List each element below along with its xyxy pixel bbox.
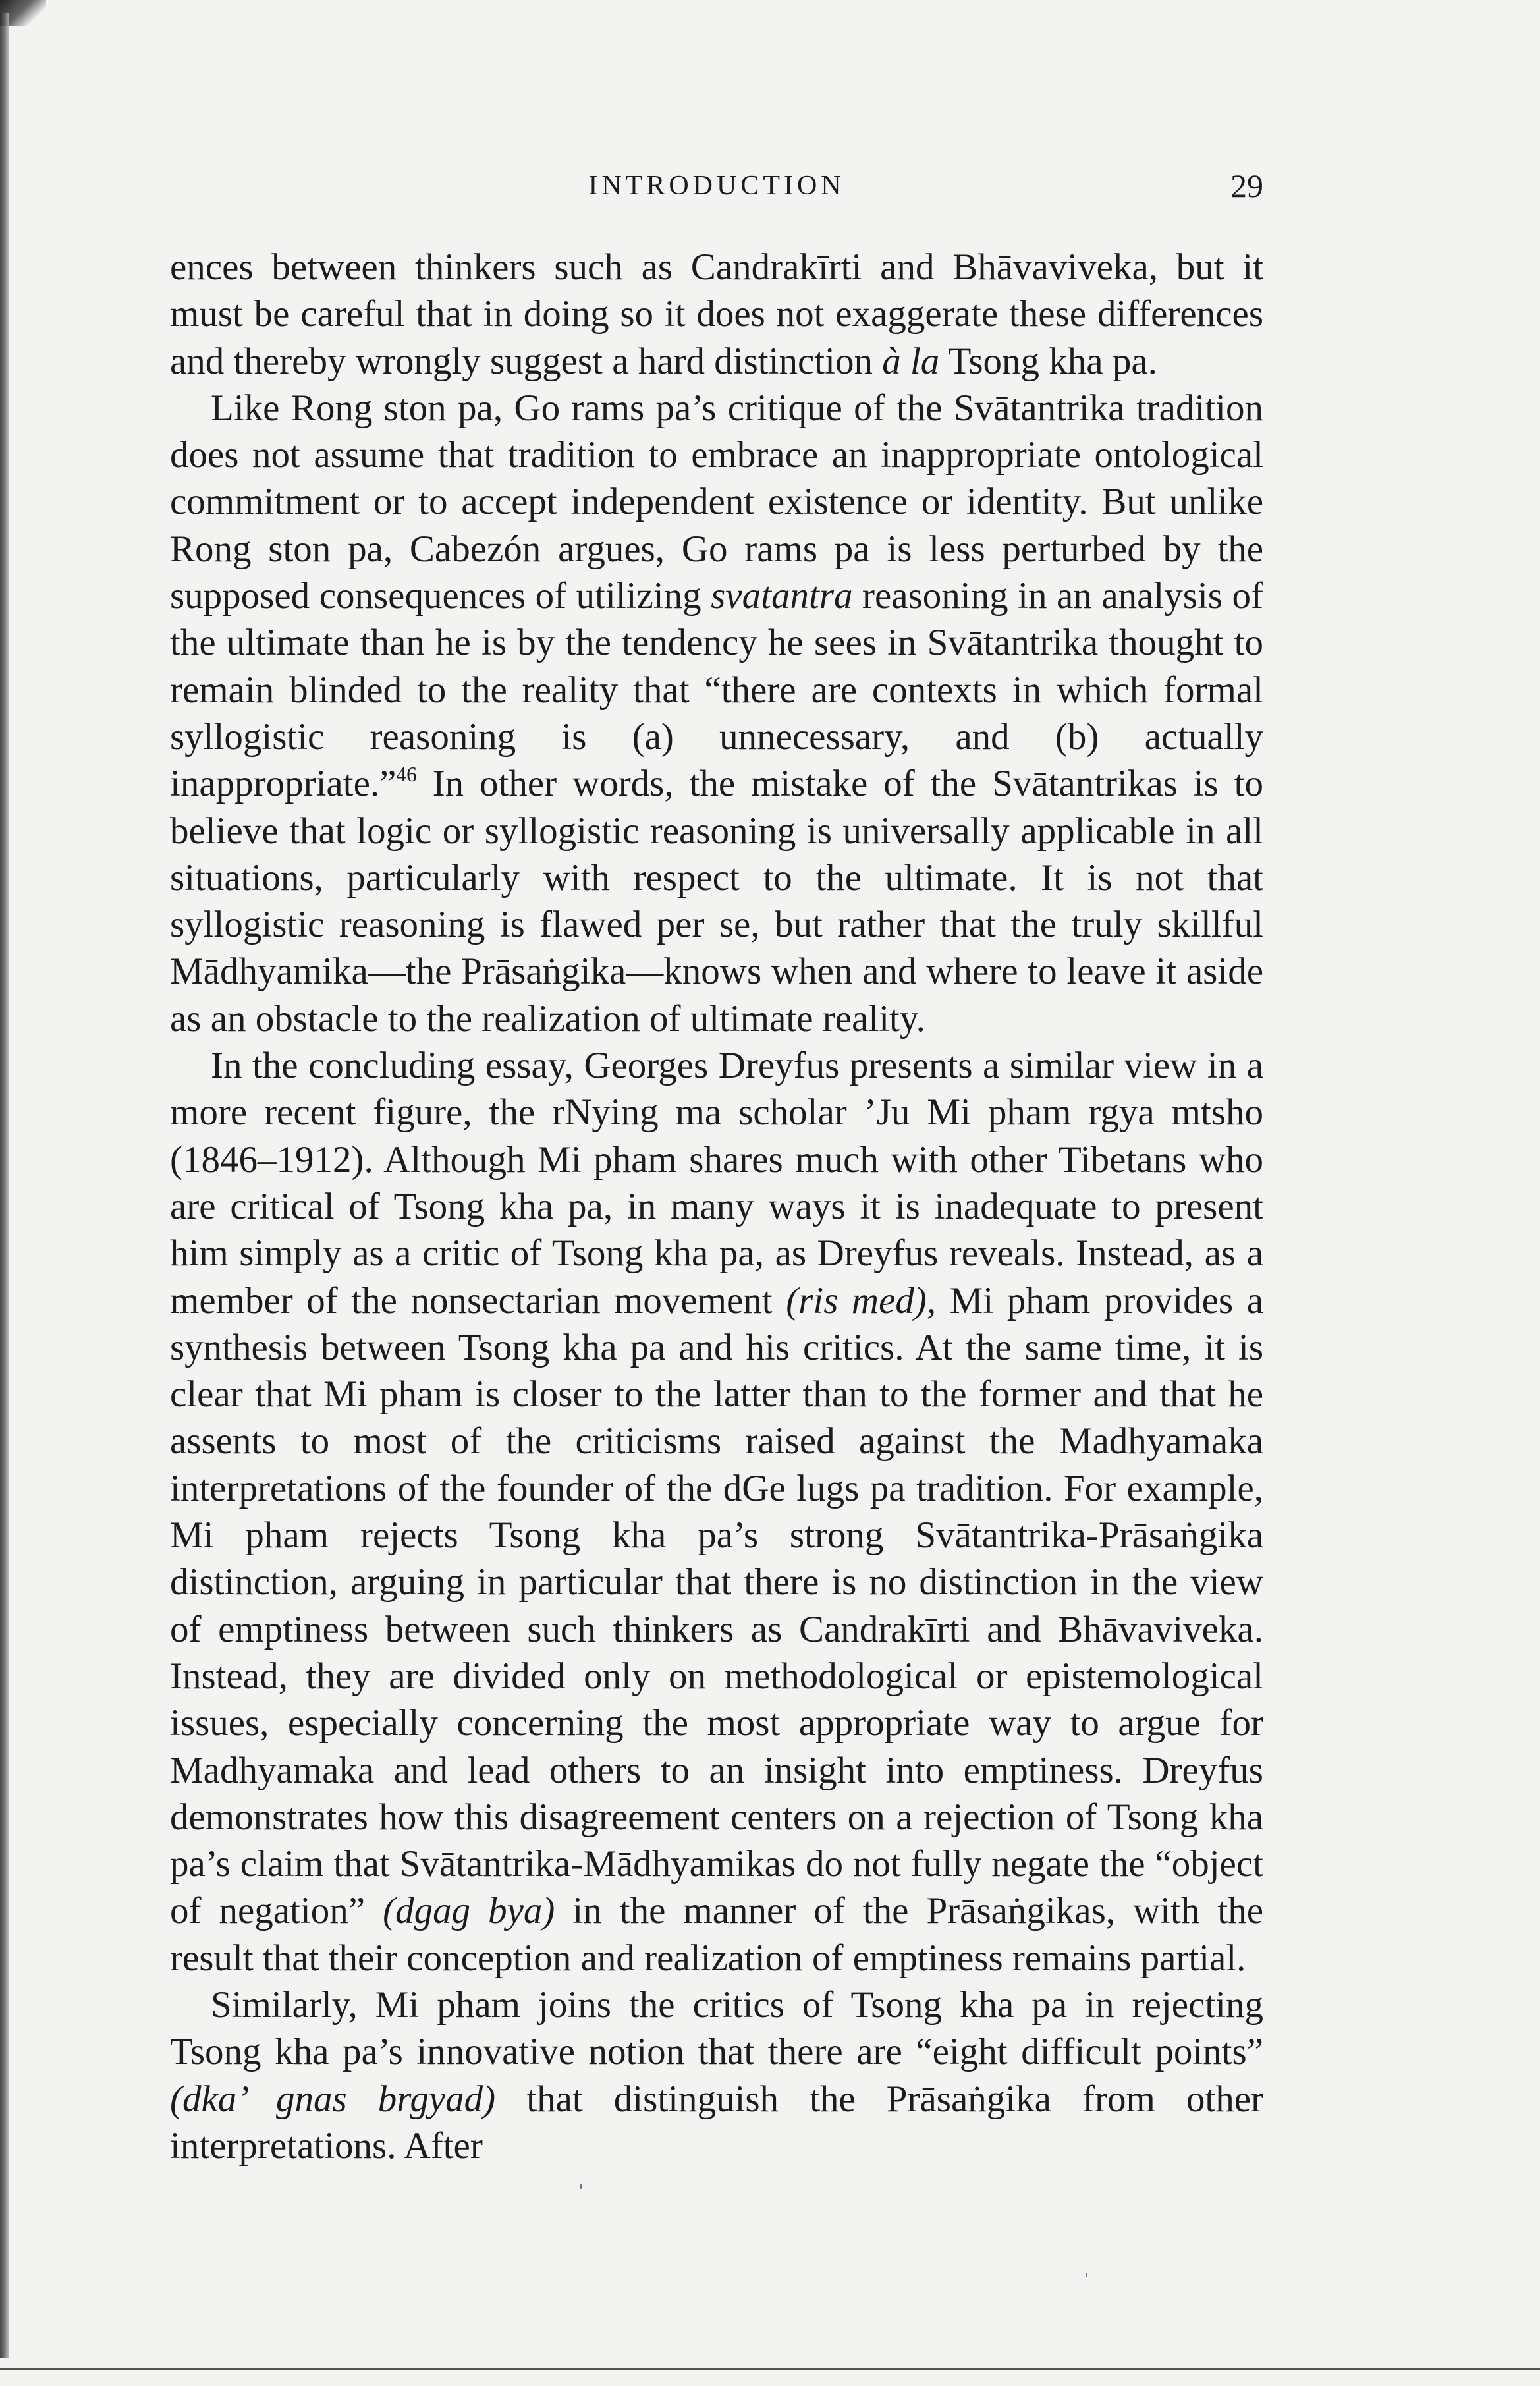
italic-term: (dgag bya) [383, 1890, 555, 1932]
text-run: In the concluding essay, Georges Dreyfus presents a similar view in a more recent figure, the rNying ma scholar ’Ju Mi pham rgya mtsho (1846–1912). Although Mi pham shares much with other Tibetans who are critical of Tsong kha pa, in many ways it is inadequate to present him simply as a critic of Tsong kha pa, as Dreyfus reveals. Instead, as a member of the nonsectarian movement [170, 1045, 1263, 1321]
italic-term: (dka’ gnas brgyad) [170, 2078, 496, 2120]
text-run: In other words, the mistake of the Svātantrikas is to believe that logic or syllogistic reasoning is universally applicable in all situations, particularly with respect to the ultimate. It is not that syllogistic reasoning is flawed per se, but rather that the truly skillful Mādhyamika—the Prāsaṅgika—knows when and where to leave it aside as an obstacle to the realization of ultimate reality. [170, 763, 1263, 1040]
body-text [170, 244, 1263, 2169]
text-run: Like Rong ston pa, Go rams pa’s critique of the Svātantrika tradition does not assume that tradition to embrace an inappropriate ontological commitment or to accept independent existence or identity. But unlike Rong ston pa, Cabezón argues, Go rams pa is less perturbed by the supposed consequences of utilizing [170, 387, 1263, 617]
text-run: that distinguish the Prāsaṅgika from other interpretations. After [170, 2078, 1263, 2167]
paragraph [170, 1042, 1263, 1982]
text-run: Tsong kha pa. [939, 340, 1157, 382]
scan-speck [580, 2184, 582, 2189]
paragraph [170, 1982, 1263, 2169]
italic-term: svatantra [711, 575, 853, 617]
page-number: 29 [1230, 167, 1263, 204]
text-run: Mi pham provides a synthesis between Tsong kha pa and his critics. At the same time, it is clear that Mi pham is closer to the latter than to the former and that he assents to most of the criticisms raised against the Madhyamaka interpretations of the founder of the dGe lugs pa tradition. For example, Mi pham rejects Tsong kha pa’s strong Svātantrika-Prāsaṅgika distinction, arguing in particular that there is no distinction in the view of emptiness between such thinkers as Candrakīrti and Bhāvaviveka. Instead, they are divided only on methodological or epistemological issues, especially concerning the most appropriate way to argue for Madhyamaka and lead others to an insight into emptiness. Dreyfus demonstrates how this disagreement centers on a rejection of Tsong kha pa’s claim that Svātantrika-Mādhyamikas do not fully negate the “object of negation” [170, 1279, 1263, 1932]
text-run: Similarly, Mi pham joins the critics of Tsong kha pa in rejecting Tsong kha pa’s innovative notion that there are “eight difficult points” [170, 1984, 1263, 2073]
text-run: in the manner of the Prāsaṅgikas, with the result that their conception and realization of emptiness remains partial. [170, 1890, 1263, 1979]
text-run: ences between thinkers such as Candrakīrti and Bhāvaviveka, but it must be careful that in doing so it does not exaggerate these differences and thereby wrongly suggest a hard distinction [170, 246, 1263, 382]
italic-term: (ris med), [786, 1279, 937, 1321]
running-title: INTRODUCTION [588, 171, 845, 201]
paragraph [170, 385, 1263, 1042]
scan-shadow-left-edge [0, 13, 9, 2358]
italic-term: à la [882, 340, 940, 382]
running-head [170, 166, 1263, 206]
paragraph-continued [170, 244, 1263, 385]
scan-shadow-bottom-edge [0, 2368, 1540, 2370]
scan-speck [1086, 2273, 1087, 2277]
footnote-marker: 46 [396, 763, 417, 787]
text-run: reasoning in an analysis of the ultimate than he is by the tendency he sees in Svātantrika thought to remain blinded to the reality that “there are contexts in which formal syllogistic reasoning is (a) unnecessary, and (b) actually inappropriate.” [170, 575, 1263, 805]
